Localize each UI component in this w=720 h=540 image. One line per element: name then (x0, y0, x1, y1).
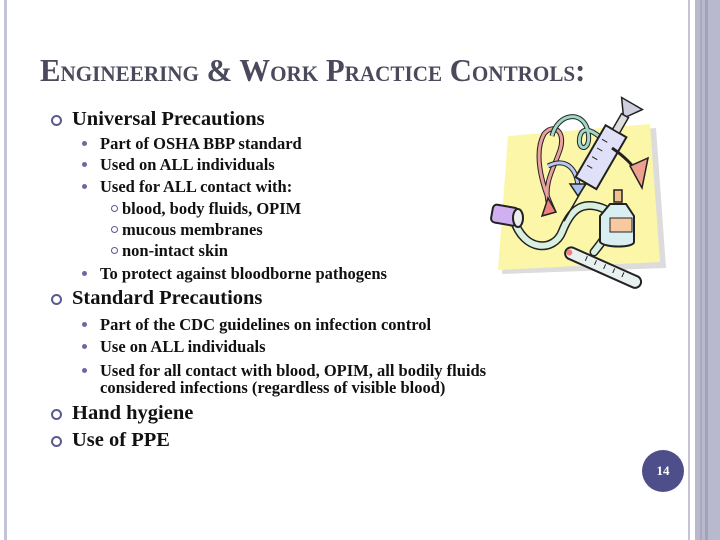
bullet-label: mucous membranes (122, 220, 263, 239)
small-hollow-circle-bullet-icon (111, 205, 118, 212)
bullet-label: Universal Precautions (72, 108, 265, 130)
sub-bullet-item (100, 264, 387, 284)
sub-sub-bullet-item (122, 241, 228, 261)
dot-bullet-icon (82, 162, 87, 167)
bullet-label-continuation: considered infections (regardless of visible blood) (100, 378, 446, 397)
dot-bullet-icon (82, 344, 87, 349)
bullet-label: Part of OSHA BBP standard (100, 134, 302, 153)
bullet-item-standard-precautions (72, 287, 262, 310)
hollow-circle-bullet-icon (51, 436, 62, 447)
bullet-label: Use of PPE (72, 429, 170, 451)
right-border-stripe-dark (700, 0, 702, 540)
sub-bullet-item (100, 155, 275, 175)
sub-bullet-item (100, 315, 431, 335)
bullet-item-hand-hygiene (72, 402, 193, 425)
hollow-circle-bullet-icon (51, 115, 62, 126)
dot-bullet-icon (82, 184, 87, 189)
right-border-stripe-dark (705, 0, 708, 540)
bullet-label: Use on ALL individuals (100, 337, 266, 356)
small-hollow-circle-bullet-icon (111, 247, 118, 254)
bullet-item-use-of-ppe (72, 429, 170, 452)
left-border-stripe (4, 0, 7, 540)
bullet-label: blood, body fluids, OPIM (122, 199, 302, 218)
slide-title: Engineering & Work Practice Controls: (40, 52, 586, 88)
sub-sub-bullet-item (122, 199, 301, 219)
page-number: 14 (656, 463, 670, 478)
small-hollow-circle-bullet-icon (111, 226, 118, 233)
bullet-label: non-intact skin (122, 241, 228, 260)
dot-bullet-icon (82, 271, 87, 276)
hollow-circle-bullet-icon (51, 409, 62, 420)
bullet-label: Standard Precautions (72, 287, 263, 309)
bullet-item-universal-precautions (72, 108, 265, 131)
sub-bullet-continuation (100, 378, 445, 398)
bullet-label: To protect against bloodborne pathogens (100, 264, 387, 283)
page-number-badge (642, 450, 684, 492)
sub-sub-bullet-item (122, 220, 263, 240)
dot-bullet-icon (82, 141, 87, 146)
medical-supplies-icon (484, 92, 684, 292)
bullet-label: Used for ALL contact with: (100, 177, 293, 196)
bullet-label: Part of the CDC guidelines on infection control (100, 315, 432, 334)
dot-bullet-icon (82, 322, 87, 327)
bullet-label: Used for all contact with blood, OPIM, all bodily fluids (100, 361, 487, 380)
sub-bullet-item (100, 134, 302, 154)
hollow-circle-bullet-icon (51, 294, 62, 305)
sub-bullet-item (100, 177, 292, 197)
right-border-stripe-thin (688, 0, 690, 540)
bullet-label: Used on ALL individuals (100, 155, 275, 174)
bullet-label: Hand hygiene (72, 402, 194, 424)
sub-bullet-item (100, 337, 266, 357)
dot-bullet-icon (82, 368, 87, 373)
